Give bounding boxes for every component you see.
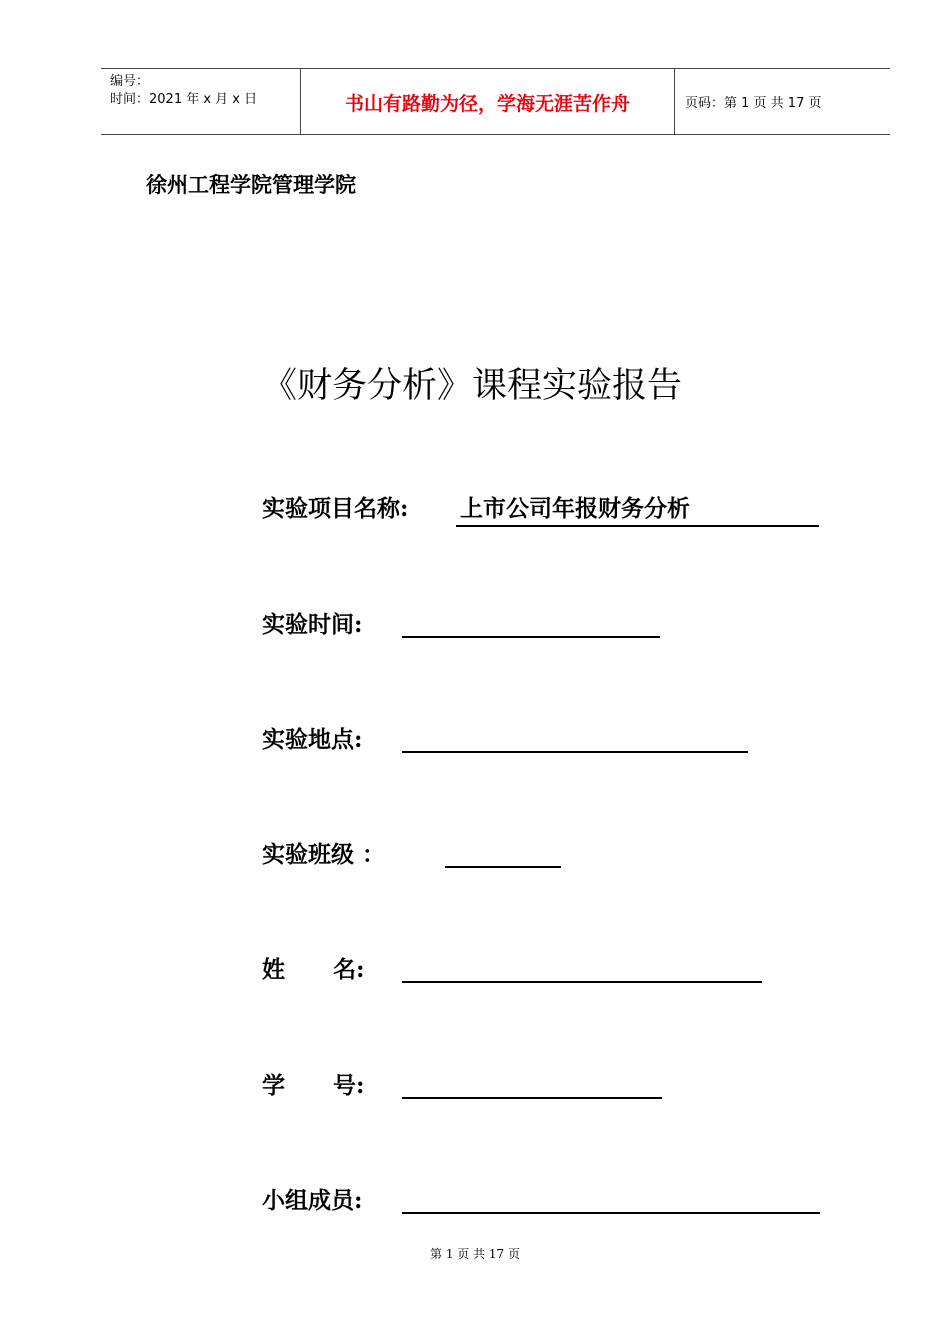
field-experiment-time-underline: [402, 636, 660, 638]
school-name: 徐州工程学院管理学院: [146, 172, 356, 197]
field-project-name-label: 实验项目名称:: [262, 495, 409, 522]
field-experiment-class-underline: [445, 866, 561, 868]
header-middle-cell: [301, 69, 675, 134]
field-project-name-value: 上市公司年报财务分析: [460, 495, 690, 522]
document-code-label: 编号：: [110, 74, 150, 89]
field-name-label: 姓 名:: [262, 956, 365, 983]
field-group-members-underline: [402, 1212, 820, 1214]
field-group-members-label: 小组成员:: [262, 1187, 363, 1214]
report-title: 《财务分析》课程实验报告: [262, 366, 683, 406]
field-student-id-underline: [402, 1097, 662, 1099]
page-footer: 第 1 页 共 17 页: [430, 1247, 520, 1261]
field-experiment-location-label: 实验地点:: [262, 726, 363, 753]
field-project-name-underline: [456, 525, 819, 527]
header-motto: 书山有路勤为径，学海无涯苦作舟: [344, 93, 630, 115]
field-name-underline: [402, 981, 762, 983]
field-student-id-label: 学 号:: [262, 1072, 365, 1099]
header-left-cell: [101, 69, 301, 134]
field-experiment-location-underline: [402, 751, 748, 753]
field-experiment-class-label: 实验班级 ：: [262, 841, 386, 868]
document-date: 时间：2021 年 x 月 x 日: [110, 92, 258, 107]
header-page-info: 页码：第 1 页 共 17 页: [685, 96, 822, 111]
page-header: [101, 68, 890, 135]
field-experiment-time-label: 实验时间:: [262, 611, 363, 638]
header-right-cell: [675, 69, 890, 134]
